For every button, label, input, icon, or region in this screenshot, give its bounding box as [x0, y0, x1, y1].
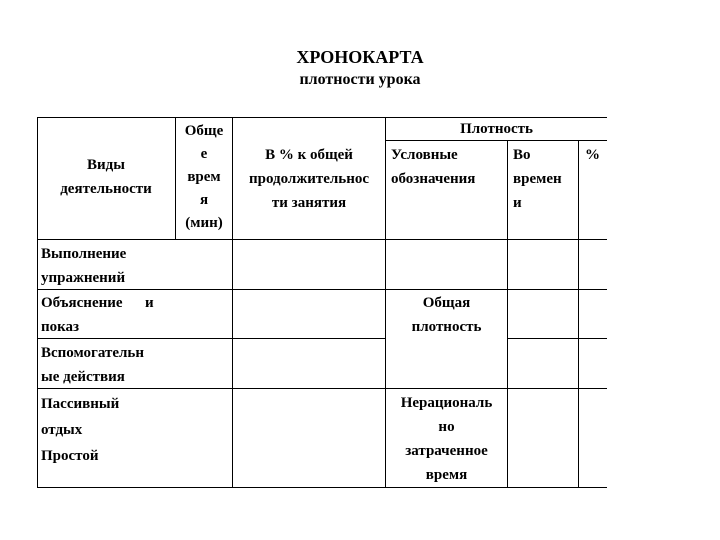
row-label-explanation: Объяснение и показ: [41, 295, 154, 335]
table-line: [37, 239, 607, 240]
page-subtitle: плотности урока: [299, 71, 421, 88]
header-legend: Условные обозначения: [391, 147, 476, 187]
header-time: Во времен и: [513, 147, 562, 211]
header-percent-of-total: В % к общей продолжительнос ти занятия: [248, 147, 370, 211]
table-line: [578, 140, 579, 488]
row-label-exercises: Выполнение упражнений: [41, 246, 127, 286]
table-line: [507, 338, 607, 339]
header-density: Плотность: [460, 121, 533, 137]
page-title: ХРОНОКАРТА: [296, 47, 424, 67]
table-line: [37, 117, 38, 488]
table-line: [385, 140, 607, 141]
header-total-time: Обще е врем я (мин): [184, 123, 224, 231]
header-activity-types: Виды деятельности: [60, 157, 152, 197]
row-label-auxiliary: Вспомогательн ые действия: [41, 345, 144, 385]
table-line: [507, 140, 508, 488]
legend-total-density: Общая плотность: [411, 295, 482, 335]
legend-wasted-time: Нерациональ но затраченное время: [400, 395, 493, 483]
row-label-passive-rest: Пассивный отдых Простой: [41, 396, 120, 464]
table-line: [37, 117, 607, 118]
table-line: [37, 487, 607, 488]
header-percent: %: [585, 147, 600, 163]
